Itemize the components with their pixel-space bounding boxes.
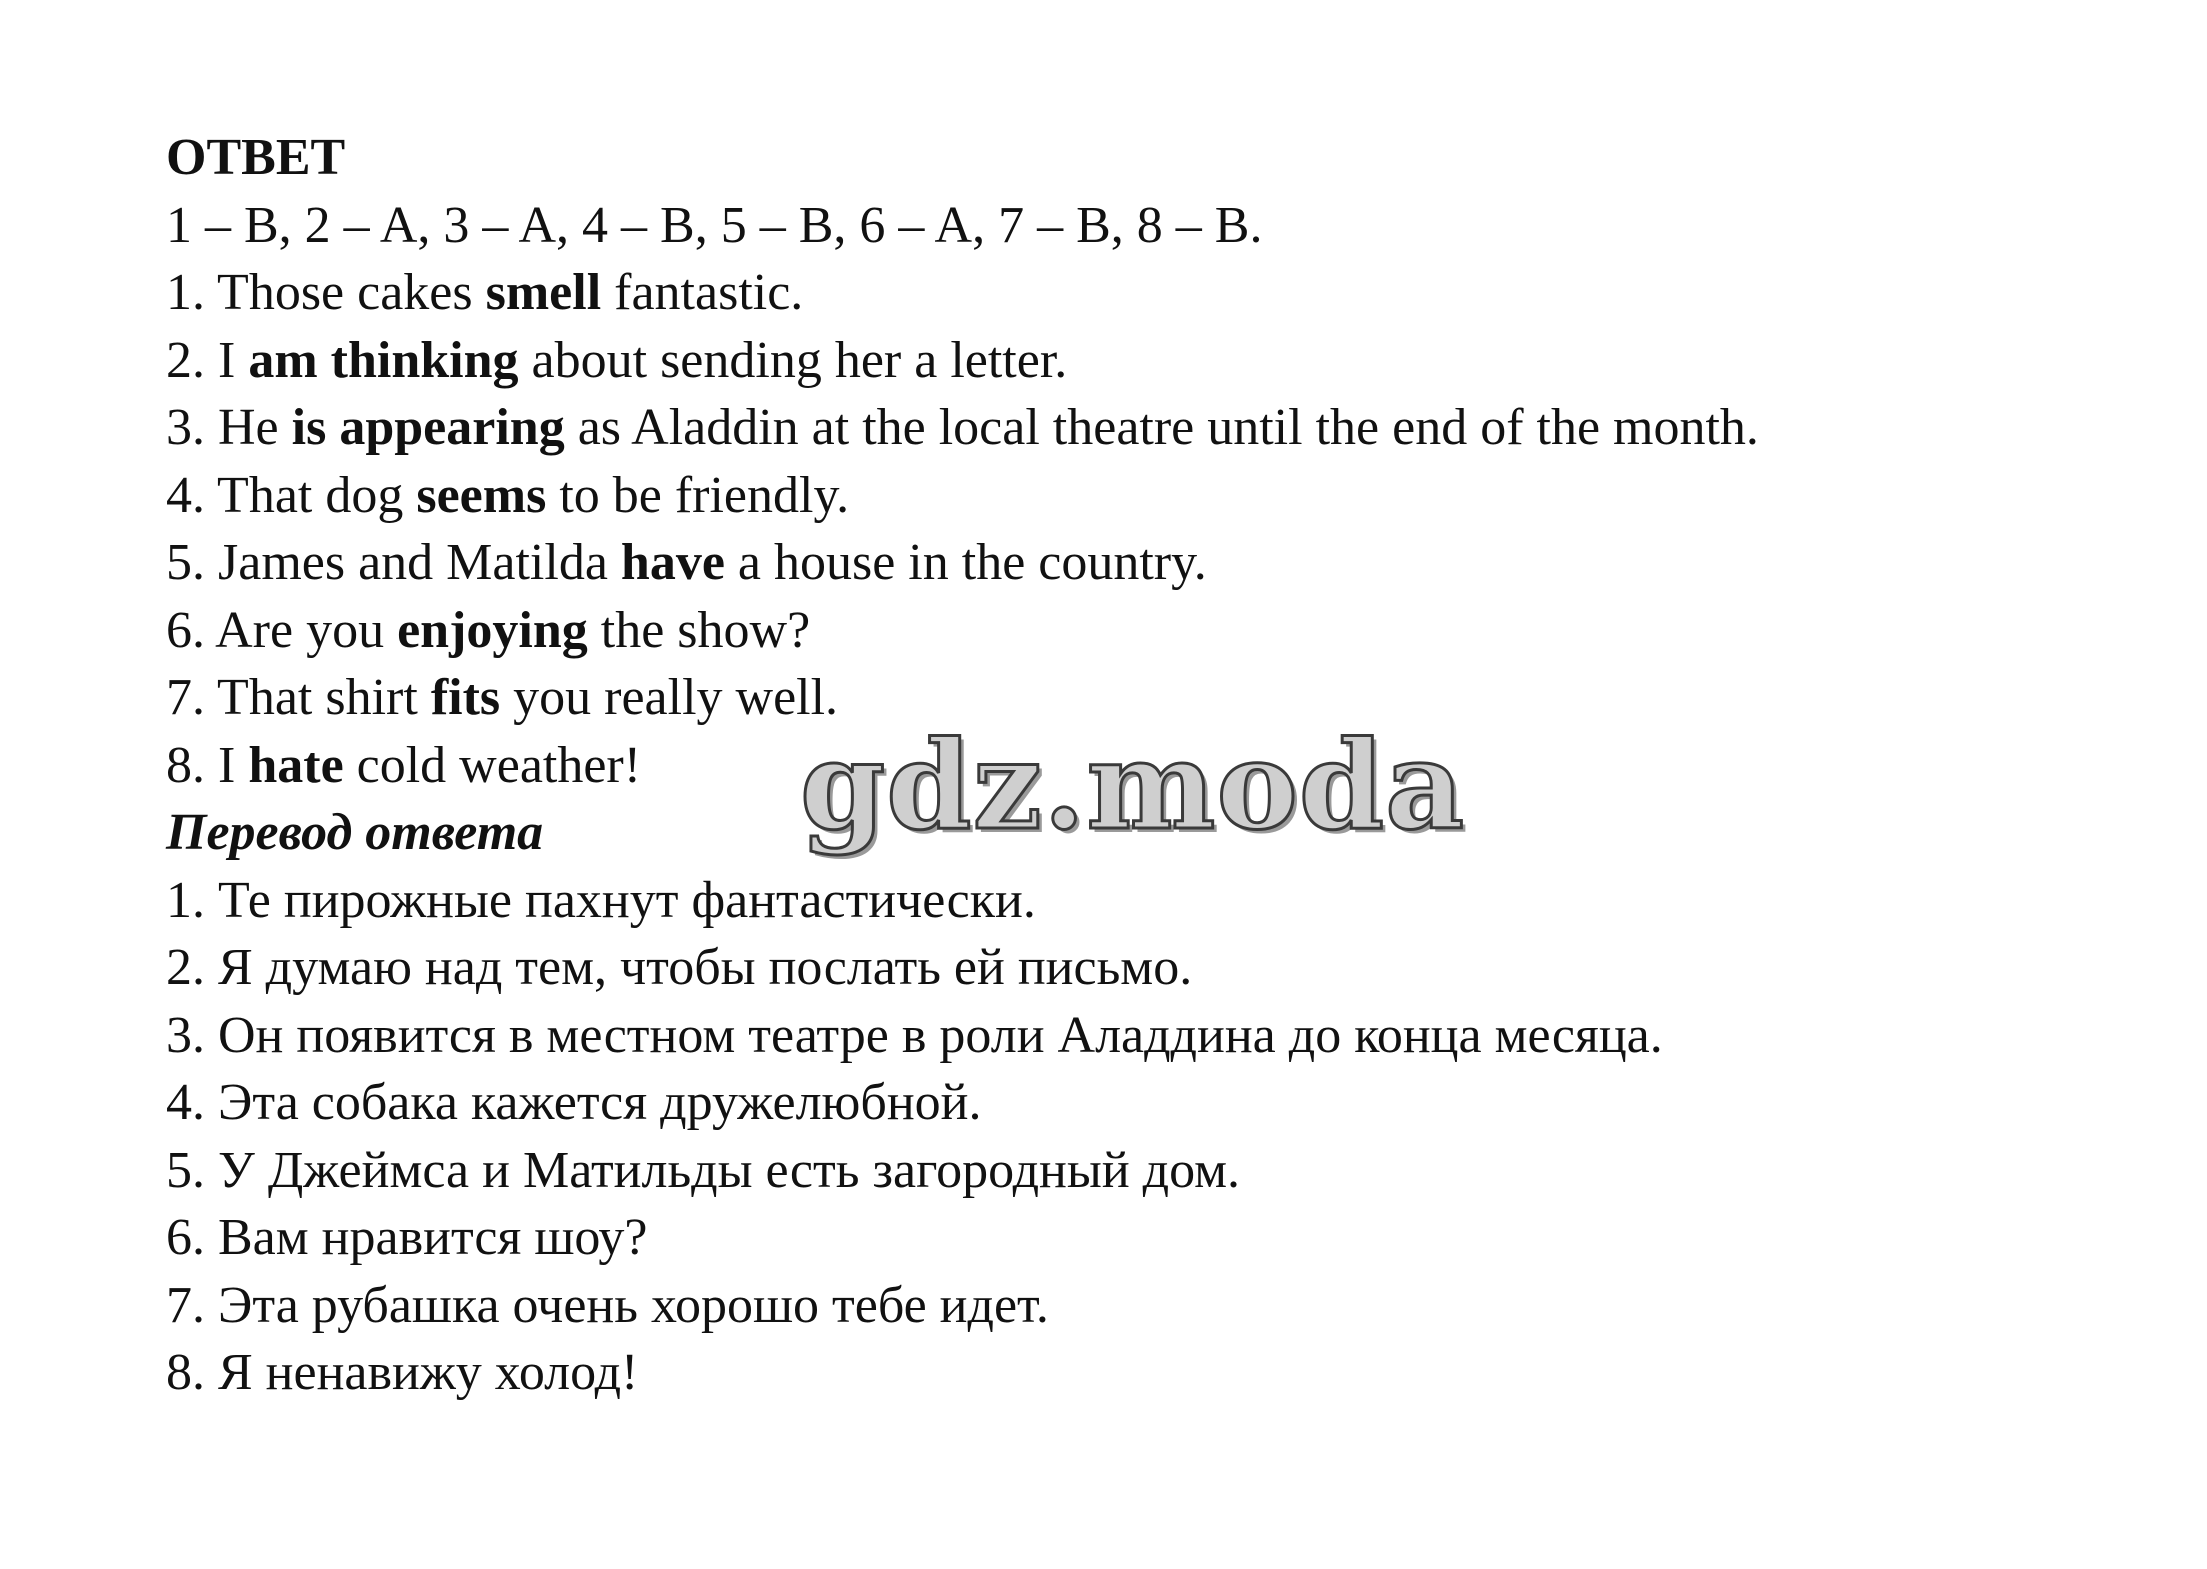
translation-line-4: 4. Эта собака кажется дружелюбной. — [166, 1074, 982, 1131]
sentence-text: the show? — [587, 601, 811, 659]
sentence-verb: hate — [248, 736, 344, 794]
sentence-text: 8. I — [166, 736, 249, 794]
sentence-text: you really well. — [500, 669, 839, 726]
sentence-text: 4. That dog — [166, 466, 417, 524]
answer-heading: ОТВЕТ — [166, 129, 346, 186]
sentence-text: 5. James and Matilda — [166, 534, 621, 591]
translation-line-2: 2. Я думаю над тем, чтобы послать ей письмо. — [166, 939, 1193, 996]
sentence-text: a house in the country. — [724, 534, 1207, 591]
answer-sentence-1 — [166, 259, 2146, 327]
translation-line-3: 3. Он появится в местном театре в роли Аладдина до конца месяца. — [166, 1006, 1663, 1064]
sentence-text: 7. That shirt — [166, 669, 431, 726]
sentence-text: to be friendly. — [546, 466, 850, 524]
sentence-verb: is appearing — [291, 399, 565, 456]
translation-line-7: 7. Эта рубашка очень хорошо тебе идет. — [166, 1276, 1049, 1334]
answer-sentence-2 — [166, 327, 2146, 395]
sentence-text: cold weather! — [343, 736, 642, 794]
sentence-text: 1. Those cakes — [166, 264, 486, 321]
sentence-verb: have — [620, 534, 725, 591]
sentence-verb: seems — [416, 466, 547, 524]
sentence-text: 2. I — [166, 331, 249, 389]
sentence-verb: am thinking — [248, 331, 519, 389]
answer-sentence-4 — [166, 462, 2146, 530]
translation-line-6: 6. Вам нравится шоу? — [166, 1209, 648, 1266]
sentence-text: fantastic. — [601, 264, 804, 321]
sentence-verb: smell — [485, 264, 602, 321]
sentence-verb: enjoying — [397, 601, 588, 659]
answer-sentence-3 — [166, 394, 2146, 462]
translation-line-5: 5. У Джеймса и Матильды есть загородный дом. — [166, 1141, 1241, 1199]
answer-key: 1 – B, 2 – A, 3 – A, 4 – B, 5 – B, 6 – A, 7 – B, 8 – B. — [166, 196, 1263, 254]
translation-heading: Перевод ответа — [166, 804, 544, 861]
translation-line-8: 8. Я ненавижу холод! — [166, 1344, 639, 1401]
answer-sentence-5 — [166, 529, 2146, 597]
watermark-logo: gdz.moda — [800, 713, 1466, 857]
sentence-text: 6. Are you — [166, 601, 398, 659]
answer-sentence-6 — [166, 597, 2146, 665]
sentence-text: 3. He — [166, 399, 292, 456]
sentence-verb: fits — [430, 669, 501, 726]
sentence-text: about sending her a letter. — [518, 331, 1068, 389]
translation-line-1: 1. Те пирожные пахнут фантастически. — [166, 871, 1036, 929]
sentence-text: as Aladdin at the local theatre until the end of the month. — [564, 399, 1759, 456]
